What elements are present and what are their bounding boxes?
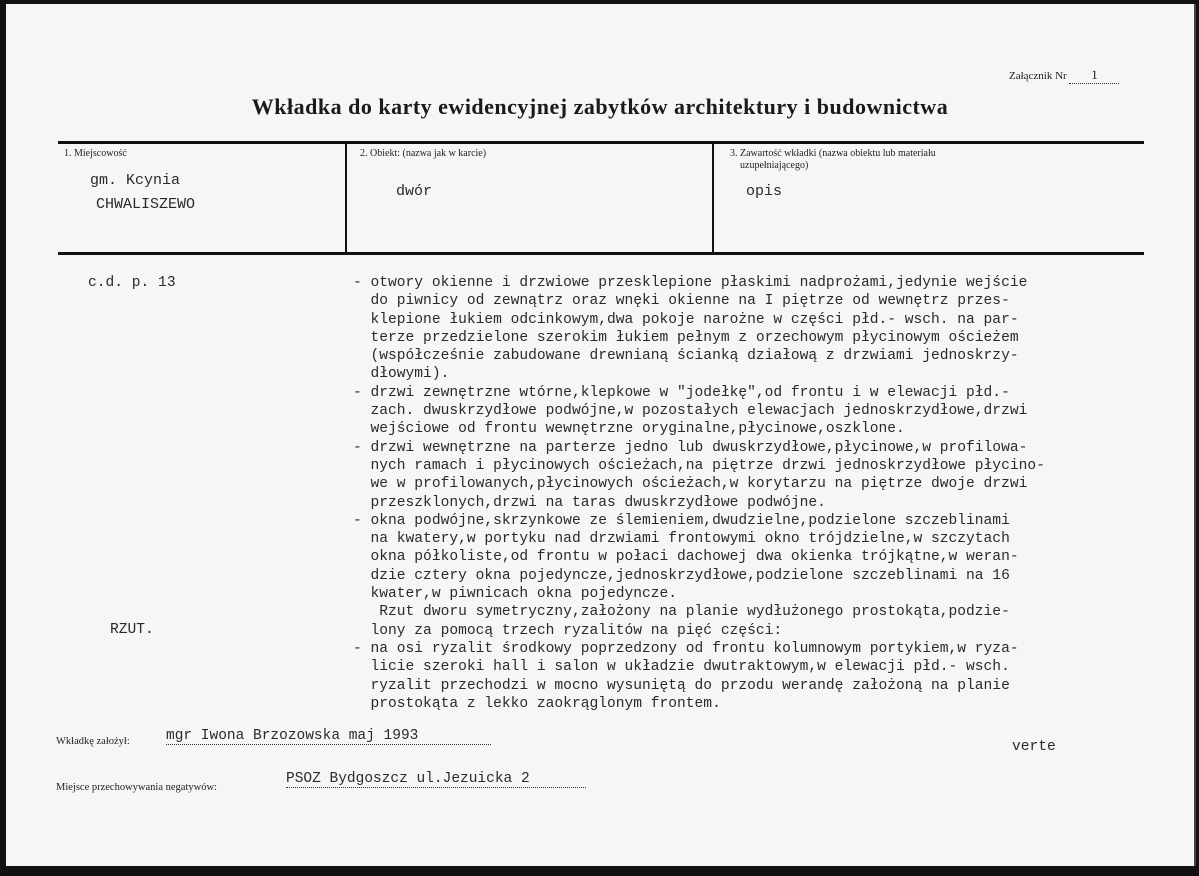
text-line: dłowymi). <box>353 366 450 383</box>
description-body <box>353 274 1045 713</box>
object-value: dwór <box>396 183 433 200</box>
author-label: Wkładkę założył: <box>56 736 130 747</box>
record-sheet <box>6 4 1196 866</box>
text-line: lony za pomocą trzech ryzalitów na pięć części: <box>353 622 783 639</box>
text-line: Rzut dworu symetryczny,założony na planie wydłużonego prostokąta,podzie- <box>353 604 1010 621</box>
text-line: dzie cztery okna pojedyncze,jednoskrzydłowe,podzielone szczeblinami na 16 <box>353 567 1010 584</box>
annex-label: Załącznik Nr <box>1009 70 1067 82</box>
contents-value: opis <box>746 183 783 200</box>
text-line: - drzwi zewnętrzne wtórne,klepkowe w "jodełkę",od frontu i w elewacji płd.- <box>353 384 1010 401</box>
text-line: okna półkoliste,od frontu w połaci dachowej dwa okienka trójkątne,w weran- <box>353 549 1019 566</box>
text-line: (współcześnie zabudowane drewnianą ścianką działową z drzwiami jednoskrzy- <box>353 348 1019 365</box>
locality-name: CHWALISZEWO <box>96 196 196 213</box>
text-line: zach. dwuskrzydłowe podwójne,w pozostałych elewacjach jednoskrzydłowe,drzwi <box>353 403 1028 420</box>
text-line: wejściowe od frontu wewnętrzne oryginalne,płycinowe,oszklone. <box>353 421 905 438</box>
column-divider-2 <box>712 141 714 255</box>
text-line: nych ramach i płycinowych ościeżach,na piętrze drzwi jednoskrzydłowe płycino- <box>353 457 1045 474</box>
text-line: - drzwi wewnętrzne na parterze jedno lub dwuskrzydłowe,płycinowe,w profilowa- <box>353 439 1028 456</box>
text-line: klepione łukiem odcinkowym,dwa pokoje narożne w części płd.- wsch. na par- <box>353 311 1019 328</box>
storage-value: PSOZ Bydgoszcz ul.Jezuicka 2 <box>286 771 586 788</box>
table-bottom-rule <box>58 252 1144 255</box>
verte-note: verte <box>1012 739 1056 755</box>
text-line: ryzalit przechodzi w mocno wysuniętą do przodu werandę założoną na planie <box>353 677 1010 694</box>
continuation-note: c.d. p. 13 <box>88 275 176 291</box>
text-line: przeszklonych,drzwi na taras dwuskrzydłowe podwójne. <box>353 494 826 511</box>
object-label: 2. Obiekt: (nazwa jak w karcie) <box>360 148 487 159</box>
text-line: terze przedzielone szerokim łukiem pełnym z orzechowym płycinowym ościeżem <box>353 329 1019 346</box>
text-line: prostokąta z lekko zaokrąglonym frontem. <box>353 695 721 712</box>
text-line: - okna podwójne,skrzynkowe ze ślemieniem,dwudzielne,podzielone szczeblinami <box>353 512 1010 529</box>
column-divider-1 <box>345 141 347 255</box>
page-title: Wkładka do karty ewidencyjnej zabytków architektury i budownictwa <box>251 94 949 119</box>
storage-label: Miejsce przechowywania negatywów: <box>56 782 217 793</box>
locality-label: 1. Miejscowość <box>64 148 127 159</box>
annex-value: 1 <box>1069 67 1119 84</box>
table-top-rule <box>58 141 1144 144</box>
text-line: - na osi ryzalit środkowy poprzedzony od frontu kolumnowym portykiem,w ryza- <box>353 640 1019 657</box>
annex-number <box>1009 67 1119 84</box>
text-line: licie szeroki hall i salon w układzie dwutraktowym,w elewacji płd.- wsch. <box>353 659 1010 676</box>
plan-section-label: RZUT. <box>110 622 154 638</box>
locality-commune: gm. Kcynia <box>90 172 181 189</box>
text-line: we w profilowanych,płycinowych ościeżach,w korytarzu na piętrze dwoje drzwi <box>353 476 1028 493</box>
contents-label: 3. Zawartość wkładki (nazwa obiektu lub materiału uzupełniającego) <box>730 148 936 171</box>
text-line: kwater,w piwnicach okna pojedyncze. <box>353 586 678 603</box>
author-value: mgr Iwona Brzozowska maj 1993 <box>166 728 491 745</box>
text-line: - otwory okienne i drzwiowe przesklepione płaskimi nadprożami,jedynie wejście <box>353 275 1028 291</box>
text-line: do piwnicy od zewnątrz oraz wnęki okienne na I piętrze od wewnętrz przes- <box>353 293 1010 310</box>
text-line: na kwatery,w portyku nad drzwiami frontowymi okno trójdzielne,w szczytach <box>353 531 1010 548</box>
